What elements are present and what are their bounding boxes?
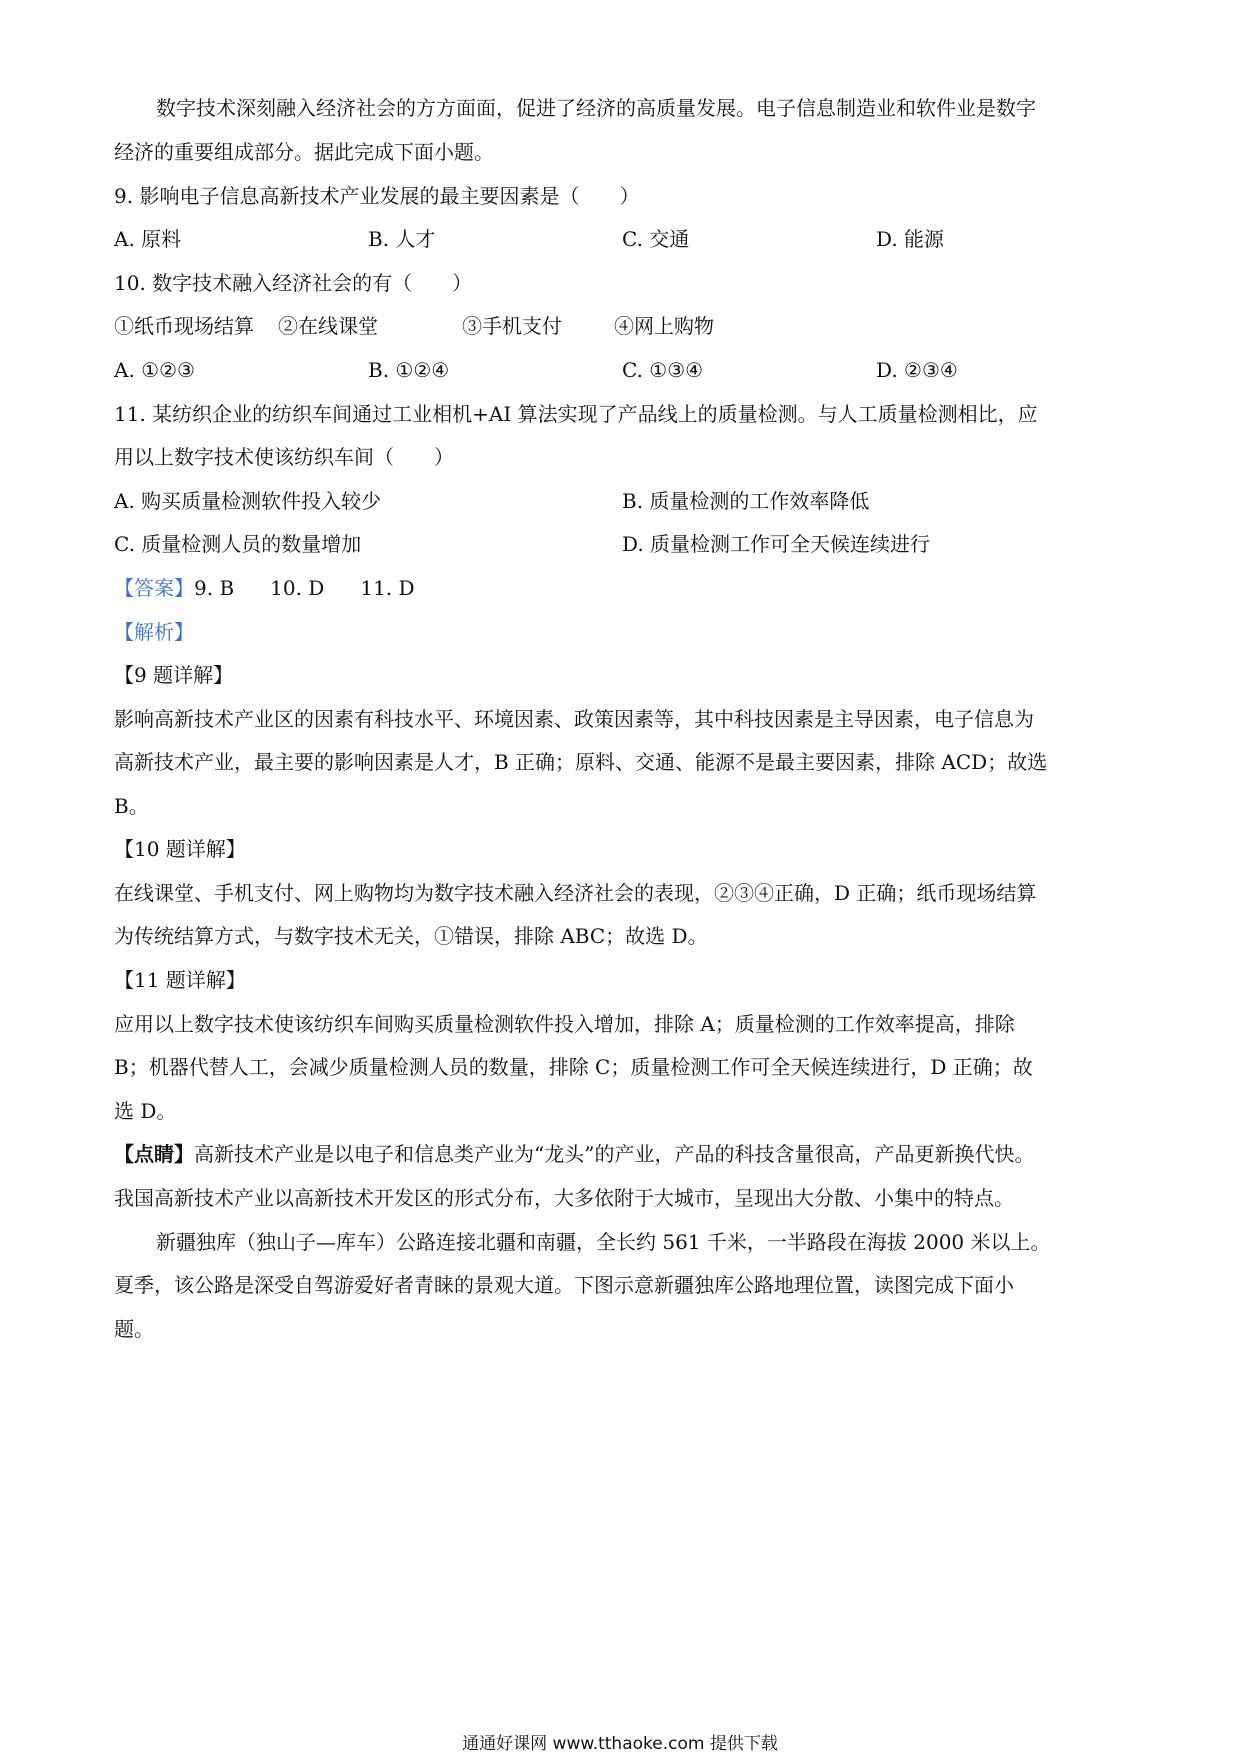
answer-line — [114, 574, 415, 602]
detail-9-line: 影响高新技术产业区的因素有科技水平、环境因素、政策因素等，其中科技因素是主导因素，电子信息为 — [114, 707, 1034, 731]
detail-10-heading: 【10 题详解】 — [114, 837, 246, 861]
q11-option-d: D. 质量检测工作可全天候连续进行 — [622, 532, 931, 556]
detail-11-line: B；机器代替人工，会减少质量检测人员的数量，排除 C；质量检测工作可全天候连续进行，D 正确；故 — [114, 1055, 1033, 1079]
detail-9-line: B。 — [114, 794, 149, 818]
passage-line: 题。 — [114, 1317, 154, 1341]
detail-11-heading: 【11 题详解】 — [114, 968, 246, 992]
answer-item: 10. D — [270, 576, 325, 600]
q9-option-b: B. 人才 — [368, 227, 436, 251]
q10-item-4: ④网上购物 — [614, 314, 714, 338]
question-9-stem: 9. 影响电子信息高新技术产业发展的最主要因素是（ ） — [114, 184, 640, 208]
detail-10-line: 在线课堂、手机支付、网上购物均为数字技术融入经济社会的表现，②③④正确，D 正确；纸币现场结算 — [114, 881, 1037, 905]
q11-option-b: B. 质量检测的工作效率降低 — [622, 489, 870, 513]
q10-option-c: C. ①③④ — [622, 358, 704, 382]
answer-item: 11. D — [360, 576, 415, 600]
detail-10-line: 为传统结算方式，与数字技术无关，①错误，排除 ABC；故选 D。 — [114, 924, 708, 948]
tip-line — [114, 1140, 1034, 1168]
q10-item-3: ③手机支付 — [462, 314, 562, 338]
detail-9-heading: 【9 题详解】 — [114, 663, 234, 687]
q11-option-a: A. 购买质量检测软件投入较少 — [114, 489, 382, 513]
question-11-stem: 用以上数字技术使该纺织车间（ ） — [114, 445, 454, 469]
q10-option-b: B. ①②④ — [368, 358, 450, 382]
answer-item: 9. B — [194, 576, 235, 600]
question-11-stem: 11. 某纺织企业的纺织车间通过工业相机+AI 算法实现了产品线上的质量检测。与人工质量检测相比，应 — [114, 402, 1038, 426]
q10-option-a: A. ①②③ — [114, 358, 195, 382]
detail-9-line: 高新技术产业，最主要的影响因素是人才，B 正确；原料、交通、能源不是最主要因素，排除 ACD；故选 — [114, 750, 1048, 774]
passage-line: 数字技术深刻融入经济社会的方方面面，促进了经济的高质量发展。电子信息制造业和软件业是数字 — [156, 96, 1036, 120]
passage-line: 夏季，该公路是深受自驾游爱好者青睐的景观大道。下图示意新疆独库公路地理位置，读图完成下面小 — [114, 1273, 1014, 1297]
q11-option-c: C. 质量检测人员的数量增加 — [114, 532, 362, 556]
passage-line: 新疆独库（独山子—库车）公路连接北疆和南疆，全长约 561 千米，一半路段在海拔 2000 米以上。 — [156, 1230, 1051, 1254]
detail-11-line: 选 D。 — [114, 1099, 177, 1123]
tip-label: 【点睛】 — [114, 1142, 194, 1166]
question-10-stem: 10. 数字技术融入经济社会的有（ ） — [114, 271, 473, 295]
q10-item-2: ②在线课堂 — [278, 314, 378, 338]
q9-option-c: C. 交通 — [622, 227, 690, 251]
analysis-label: 【解析】 — [114, 620, 194, 644]
passage-line: 经济的重要组成部分。据此完成下面小题。 — [114, 140, 494, 164]
page-footer: 通通好课网 www.tthaoke.com 提供下载 — [462, 1734, 778, 1754]
q9-option-d: D. 能源 — [876, 227, 945, 251]
q10-option-d: D. ②③④ — [876, 358, 958, 382]
tip-text: 高新技术产业是以电子和信息类产业为“龙头”的产业，产品的科技含量很高，产品更新换代快。 — [194, 1142, 1035, 1166]
tip-line: 我国高新技术产业以高新技术开发区的形式分布，大多依附于大城市，呈现出大分散、小集中的特点。 — [114, 1186, 1014, 1210]
q9-option-a: A. 原料 — [114, 227, 182, 251]
answer-label: 【答案】 — [114, 576, 194, 600]
q10-item-1: ①纸币现场结算 — [114, 314, 254, 338]
detail-11-line: 应用以上数字技术使该纺织车间购买质量检测软件投入增加，排除 A；质量检测的工作效率提高，排除 — [114, 1012, 1015, 1036]
